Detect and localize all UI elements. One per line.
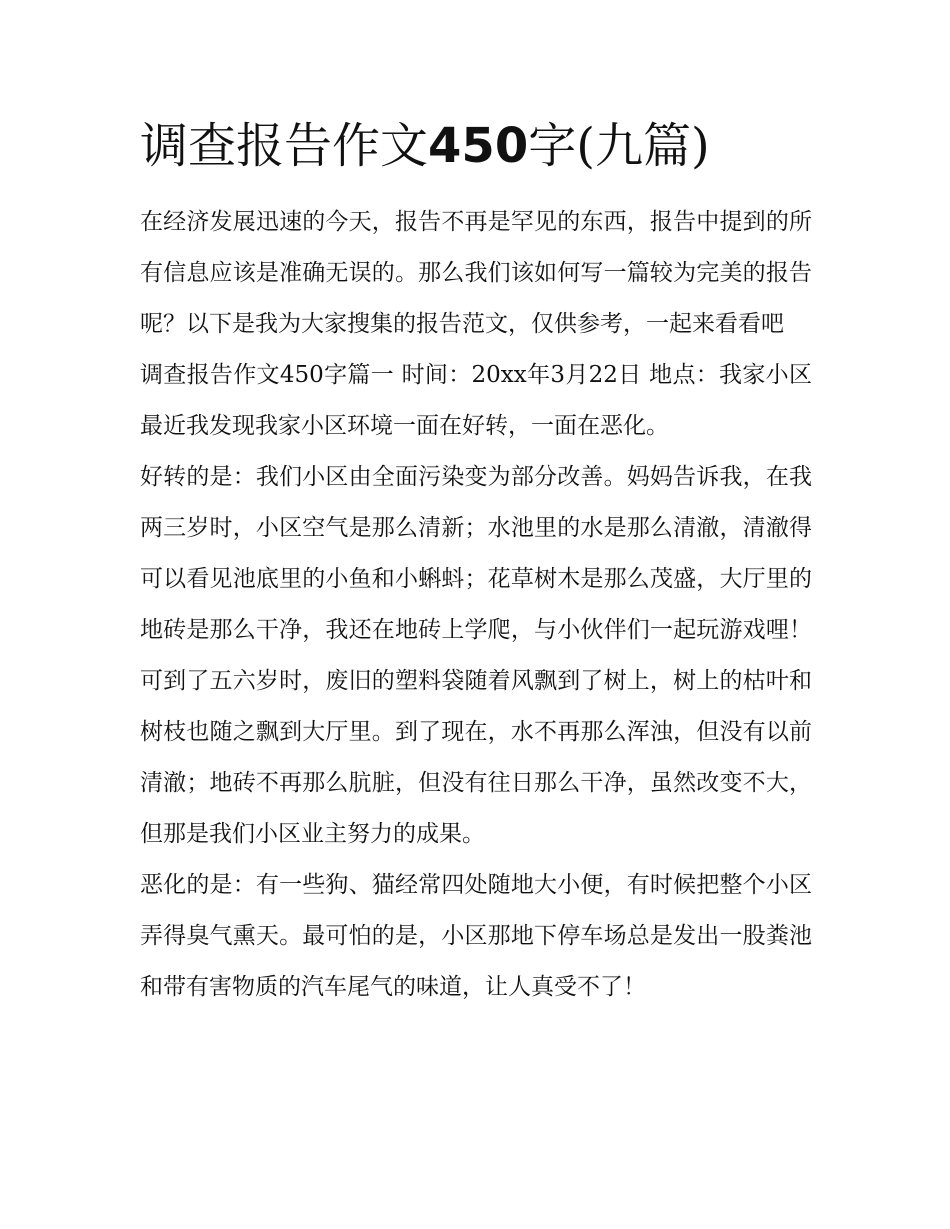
document-body xyxy=(140,197,812,1013)
paragraph-intro: 在经济发展迅速的今天，报告不再是罕见的东西，报告中提到的所有信息应该是准确无误的。那么我们该如何写一篇较为完美的报告呢？以下是我为大家搜集的报告范文，仅供参考，一起来看看吧 xyxy=(140,209,812,337)
paragraph-deterioration: 恶化的是：有一些狗、猫经常四处随地大小便，有时候把整个小区弄得臭气熏天。最可怕的是，小区那地下停车场总是发出一股粪池和带有害物质的汽车尾气的味道，让人真受不了！ xyxy=(140,872,812,1000)
paragraph-essay-header: 调查报告作文450字篇一 时间：20xx年3月22日 地点：我家小区 最近我发现我家小区环境一面在好转，一面在恶化。 xyxy=(140,362,812,439)
document-title: 调查报告作文450字(九篇) xyxy=(140,118,710,174)
paragraph-improvement: 好转的是：我们小区由全面污染变为部分改善。妈妈告诉我，在我两三岁时，小区空气是那么清新；水池里的水是那么清澈，清澈得可以看见池底里的小鱼和小蝌蚪；花草树木是那么茂盛，大厅里的地砖是那么干净，我还在地砖上学爬，与小伙伴们一起玩游戏哩！可到了五六岁时，废旧的塑料袋随着风飘到了树上，树上的枯叶和树枝也随之飘到大厅里。到了现在，水不再那么浑浊，但没有以前清澈；地砖不再那么肮脏，但没有往日那么干净，虽然改变不大，但那是我们小区业主努力的成果。 xyxy=(140,464,812,847)
